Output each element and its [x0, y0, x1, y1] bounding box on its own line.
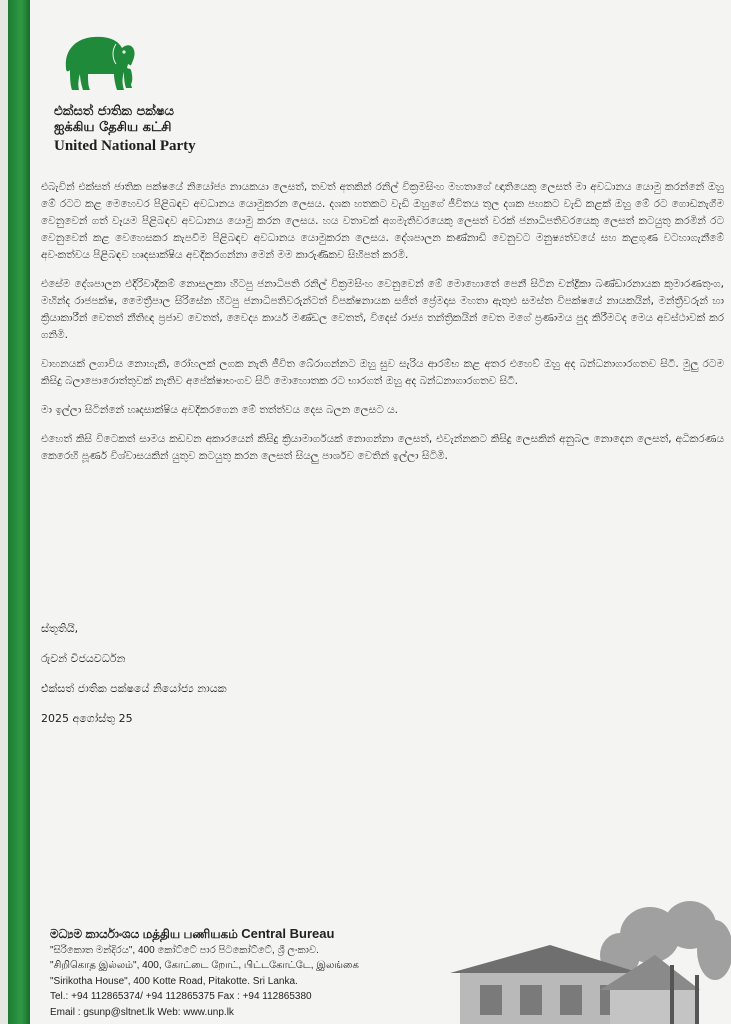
address-tamil: "சிறிகொத இல்லம்", 400, கோட்டை றோட், பிட்டகோட்டே, இலங்கை [50, 960, 359, 971]
bureau-sinhala: මධ්‍යම කාර්යාංශය [50, 927, 140, 941]
party-name-tamil: ஐக்கிய தேசிய கட்சி [54, 120, 172, 136]
party-name-block [54, 104, 196, 155]
elephant-icon [58, 28, 138, 94]
bureau-english: Central Bureau [241, 926, 335, 941]
letterhead-footer [50, 926, 450, 1020]
closing-thanks: ස්තූතියි, [41, 622, 79, 635]
paragraph: එසේම දේශපාලන එදිරිවාදිකම් නොසලකා හිටපු ජනාධිපති රනිල් වික්‍රමසිංහ වෙනුවෙන් මේ මොහොතේ පෙනී සිටින චන්ද්‍රිකා බණ්ඩාරනායක කුමාරණතුංග, මහින්ද රාජපක්ෂ, මෛත්‍රීපාල සිරිසේන හිටපු ජනාධිපතිවරුන්ටත් විපක්ෂනායක සජිත් ප්‍රේමදාස මහතා ඇතුළු සමස්ත විපක්ෂයේ නායකයින්, මන්ත්‍රීවරුන් හා ක්‍රියාකාරීන් වෙතත් නීතිඥ ප්‍රජාව වෙතත්, වෛද්‍ය කාර්ය මණ්ඩල වෙතත්, විදෙස් රාජ්‍ය තන්ත්‍රිකයින් වෙත මගේ ප්‍රණාමය පුද කිරීමටද මෙය අවස්ථාවක් කර ගනිමි. [41, 278, 724, 341]
contact-email: Email : gsunp@sltnet.lk Web: www.unp.lk [50, 1006, 234, 1018]
paragraph: එහෙත් කිසි විටෙකත් සාමය කඩවන අකාරයෙන් කිසිදු ක්‍රියාමාර්ගයක් නොගන්නා ලෙසත්, එවැන්නකට කිසිදු ලෙසකින් අනුබල නොදෙන ලෙසත්, අධිකරණය කෙරෙහි පූර්ණ විශ්වාසයකින් යුතුව කටයුතු කරන ලෙසත් සියලු පාර්ශව වෙතින් ඉල්ලා සිටිමි. [41, 433, 724, 462]
page-edge [0, 0, 8, 1024]
letterhead-green-stripe [8, 0, 30, 1024]
paragraph: එබැවින් එක්සත් ජාතික පක්ෂයේ නියෝජ්‍ය නායකයා ලෙසත්, තවත් අතකින් රනිල් වික්‍රමසිංහ මහතාගේ ඥාතියෙකු ලෙසත් මා අවධානය යොමු කරන්නේ ඔහු මේ රටට කළ මෙහෙවර පිළිබඳව අවධානය යොමුකරන ලෙසය. දශක හතකට වැඩි ඔහුගේ ජීවිතය තුල දශක පහකට වැඩි කළක් ඔහු මේ රට ගොඩනැගීම වෙනුවෙන් ගත් වෑයම පිළිබඳව අවධානය යොමු කරන ලෙසය. හය වතාවක් අගමැතිවරයෙකු ලෙසත් වරක් ජනාධිපතිවරයෙකු ලෙසත් කටයුතු කරමින් රට වෙනුවෙන් කළ වෙහෙසකර කැපවීම පිළිබඳව අවධානය යොමුකරන ලෙසය. දේශපාලන කණ්නාඩි වෙනුවට මනුෂ්‍යත්වයේ සහ කළගුණ වටහාගැනීමේ අවංකත්වය පිළිබඳව හෘදසාක්ෂිය අවදිකරගන්නා මෙන් මම කාරුණිකව සිහිපත් කරමි. [41, 181, 724, 261]
address-english: "Sirikotha House", 400 Kotte Road, Pitakotte. Sri Lanka. [50, 975, 298, 987]
address-sinhala: "සිරිකොත මන්දිරය", 400 කෝට්ටේ පාර පිටකෝට්ටේ, ශ්‍රී ලංකාව. [50, 944, 319, 956]
contact-phone: Tel.: +94 112865374/ +94 112865375 Fax : +94 112865380 [50, 991, 312, 1002]
bureau-tamil: மத்திய பணியகம் [142, 927, 238, 941]
signatory-name: රුවන් විජයවර්ධන [41, 652, 126, 665]
paragraph: වාහනයක් ලගාවිය නොහැකි, රෝහලක් ලගක නැති ජීවිත බේරාගන්නට ඔහු සුව සැරිය ආරම්භ කළ අතර එහෙව් ඔහු අද බන්ධනාගාරගතව සිටී. මුලු රටම කිසිදු බලාපොරොත්තුවක් නැතිව අපේක්ෂාභංගව සිටි මොහොතක රට භාරගත් ඔහු අද බන්ධනාගාරගතව සිටී. [41, 358, 724, 387]
bureau-title [50, 926, 450, 943]
party-name-english: United National Party [54, 137, 196, 154]
letter-date: 2025 අගෝස්තු 25 [41, 712, 133, 725]
letter-body [41, 179, 724, 477]
paragraph: මා ඉල්ලා සිටින්නේ හෘදසාක්ෂිය අවදිකරගෙන මේ තත්ත්වය දෙස බලන ලෙසට ය. [41, 404, 398, 416]
signatory-title: එක්සත් ජාතික පක්ෂයේ නියෝජ්‍ය නායක [41, 682, 227, 695]
party-name-sinhala: එක්සත් ජාතික පක්ෂය [54, 104, 175, 119]
sirikotha-building-image [440, 895, 731, 1024]
